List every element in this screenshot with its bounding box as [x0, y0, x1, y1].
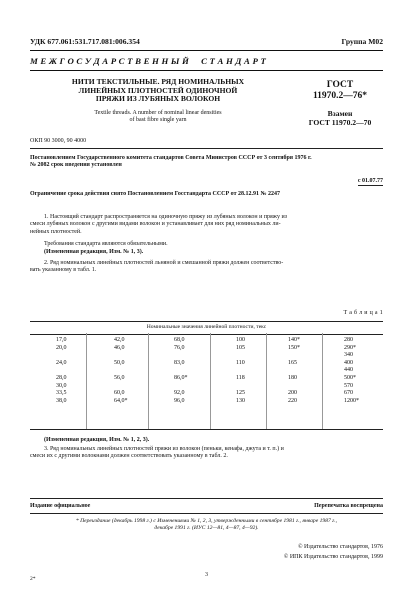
paragraph-3: 3. Ряд номинальных линейных плотностей пряжи из волокон (пеньки, кенафа, джута и т. п.) и смеси их с другими волокнами должен соответствовать указанному в табл. 2.	[30, 446, 284, 460]
requirements-note: Требования стандарта являются обязательными.	[44, 241, 168, 247]
table-1	[30, 321, 383, 404]
table-column: 100 105 110 118 125 130	[236, 337, 245, 404]
column-divider	[86, 333, 87, 429]
copyright-1999: © ИПК Издательство стандартов, 1999	[283, 554, 383, 560]
title-rule	[30, 148, 383, 149]
limitation-text: Ограничение срока действия снято Постановлением Госстандарта СССР от 28.12.91 № 2247	[30, 191, 281, 197]
standard-banner: М Е Ж Г О С У Д А Р С Т В Е Н Н Ы Й С Т А Н Д А Р Т	[30, 56, 267, 66]
decree-text: Постановлением Государственного комитета стандартов Совета Министров СССР от 3 сентября 1976 г. № 2082 срок введения установлен	[30, 155, 312, 169]
edit-note-2: (Измененная редакция, Изм. № 1, 2, 3).	[44, 437, 150, 443]
column-divider	[148, 333, 149, 429]
title-en: Textile threads. A number of nominal linear densities of bast fibre single yarn	[94, 110, 222, 124]
header-rule	[30, 50, 383, 51]
table-header: Номинальные значения линейной плотности, текс	[30, 321, 383, 335]
copyright-1976: © Издательство стандартов, 1976	[297, 544, 383, 550]
column-divider	[322, 333, 323, 429]
column-divider	[266, 333, 267, 429]
okp-code: ОКП 90 3000, 90 4000	[30, 138, 87, 144]
effective-date: с 01.07.77	[358, 178, 383, 186]
title-ru: НИТИ ТЕКСТИЛЬНЫЕ. РЯД НОМИНАЛЬНЫХ ЛИНЕЙНЫХ ПЛОТНОСТЕЙ ОДИНОЧНОЙ ПРЯЖИ ИЗ ЛУБЯНЫХ ВОЛОКОН	[71, 77, 245, 104]
column-divider	[210, 333, 211, 429]
edit-note-1: (Измененная редакция, Изм. № 1, 3).	[44, 249, 144, 255]
paragraph-2: 2. Ряд номинальных линейных плотностей льняной и смешанной пряжи должен соответство- вать указанному в табл. 1.	[30, 260, 284, 274]
udk-code: УДК 677.061:531.717.081:006.354	[30, 37, 140, 46]
reissue-note: * Переиздание (декабрь 1998 г.) с Изменениями № 1, 2, 3, утвержденными в сентябре 1981 г., январе 1987 г., декабре 1991 г. (ИУС 12—81, 4—87, 4—92).	[75, 518, 338, 531]
footer-rule	[30, 513, 383, 514]
replaces-block: Взамен ГОСТ 11970.2—70	[308, 109, 372, 127]
gost-number: ГОСТ 11970.2—76*	[312, 80, 368, 101]
page-number: 3	[205, 572, 208, 578]
table-caption: Т а б л и ц а 1	[343, 310, 383, 316]
official-edition: Издание официальное	[30, 503, 91, 509]
table-column: 42,0 46,0 50,0 56,0 60,0 64,0*	[114, 337, 128, 404]
footer-rule	[30, 498, 383, 499]
reprint-banned: Перепечатка воспрещена	[314, 503, 383, 509]
table-column: 68,0 76,0 83,0 86,0* 92,0 96,0	[174, 337, 188, 404]
table-bottom-rule	[30, 429, 383, 430]
table-column: 140* 150* 165 180 200 220	[288, 337, 300, 404]
table-column: 280 290* 340 400 440 500* 570 670 1200*	[344, 337, 359, 404]
group-code: Группа М02	[341, 37, 383, 46]
table-column: 17,0 20,0 24,0 28,0 30,0 33,5 38,0	[56, 337, 67, 404]
corner-mark: 2*	[30, 576, 36, 582]
banner-rule	[30, 70, 383, 71]
paragraph-1: 1. Настоящий стандарт распространяется на одиночную пряжу из лубяных волокон и пряжу из смеси лубяных волокон с другими видами волокон и устанавливает для них ряд номинальных ли- нейных плотностей.	[30, 214, 288, 235]
